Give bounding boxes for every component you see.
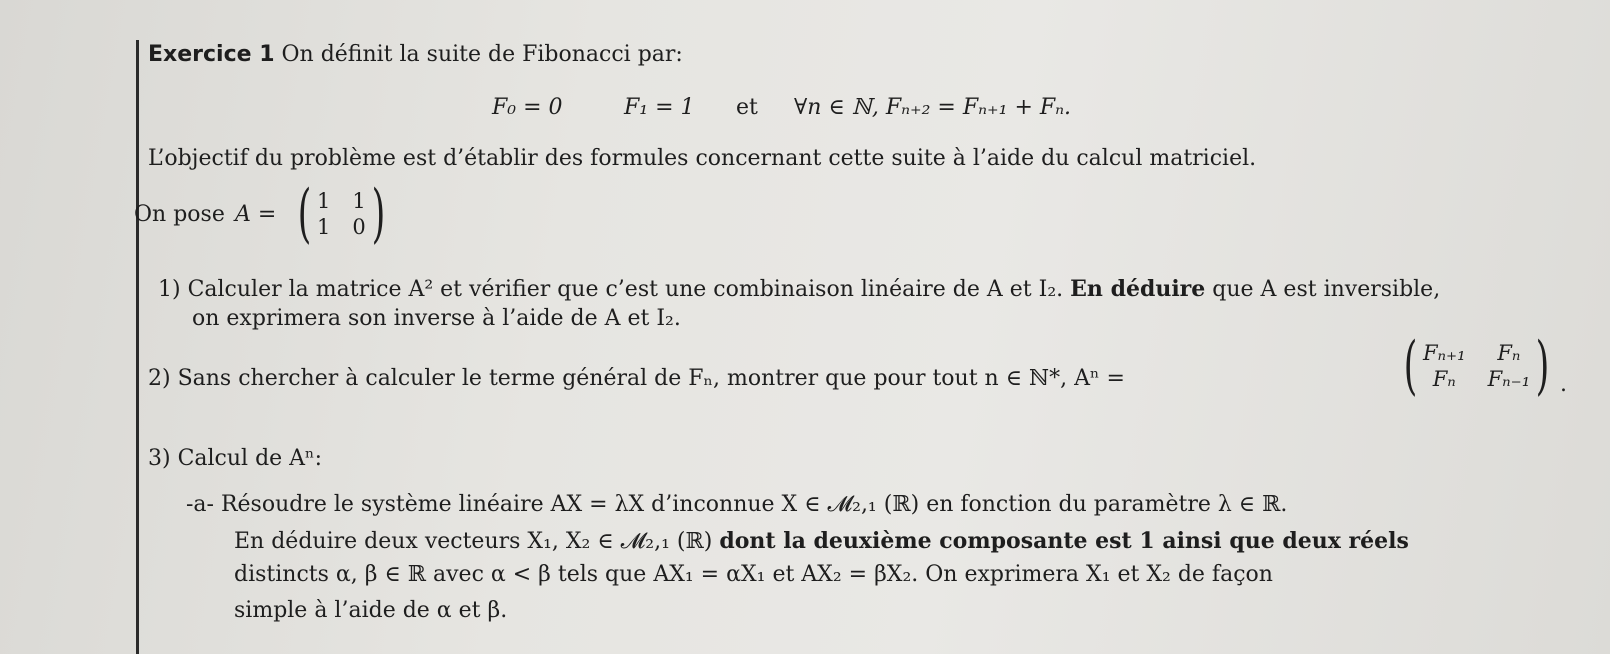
q1-line1-end: que A est inversible, [1212, 277, 1441, 302]
def-et: et [736, 95, 758, 120]
q1-line1-start: 1) Calculer la matrice A² et vérifier que c’est une combinaison linéaire de A et I₂. [158, 277, 1064, 302]
def-f0: F₀ = 0 [492, 95, 563, 120]
matrix-a [292, 177, 391, 251]
matrix-a-cell: 0 [352, 215, 366, 239]
right-paren: ) [371, 177, 386, 251]
q1-line1 [158, 276, 1440, 303]
pose-prefix: On pose [134, 202, 225, 227]
def-recurrence: ∀n ∈ ℕ, Fₙ₊₂ = Fₙ₊₁ + Fₙ. [794, 95, 1072, 120]
q3a-line2 [234, 528, 1409, 555]
pose-a: A = [235, 202, 277, 227]
matrix-an [1398, 329, 1555, 403]
left-paren: ( [1403, 329, 1418, 403]
matrix-a-cell: 1 [316, 215, 331, 239]
right-paren: ) [1535, 329, 1550, 403]
q3a-line3: distincts α, β ∈ ℝ avec α < β tels que AX₁ = αX₁ et AX₂ = βX₂. On exprimera X₁ et X₂ de façon [234, 562, 1273, 587]
matrix-an-cell: Fₙ [1432, 367, 1456, 391]
matrix-a-cell: 1 [352, 189, 366, 213]
def-f1: F₁ = 1 [624, 95, 695, 120]
q3a-line2-start: En déduire deux vecteurs X₁, X₂ ∈ 𝓜₂,₁ (ℝ) [234, 529, 713, 554]
q1-deduce-bold: En déduire [1070, 276, 1206, 302]
q3a-line1: -a- Résoudre le système linéaire AX = λX d’inconnue X ∈ 𝓜₂,₁ (ℝ) en fonction du paramètre λ ∈ ℝ. [186, 492, 1288, 517]
matrix-a-grid [317, 188, 366, 240]
exercise-intro: On définit la suite de Fibonacci par: [281, 42, 683, 67]
matrix-an-cell: Fₙ [1497, 341, 1521, 365]
left-paren: ( [297, 177, 312, 251]
q1-line2: on exprimera son inverse à l’aide de A et I₂. [192, 306, 681, 331]
matrix-an-cell: Fₙ₊₁ [1422, 341, 1466, 365]
q3-title: 3) Calcul de Aⁿ: [148, 446, 322, 471]
q3a-line4: simple à l’aide de α et β. [234, 598, 508, 623]
exercise-label: Exercice 1 [148, 42, 275, 67]
q2-end: . [1560, 372, 1567, 397]
matrix-an-cell: Fₙ₋₁ [1487, 367, 1531, 391]
margin-rule [136, 40, 139, 654]
matrix-a-cell: 1 [316, 189, 331, 213]
q2-text: 2) Sans chercher à calculer le terme général de Fₙ, montrer que pour tout n ∈ ℕ*, Aⁿ = [148, 366, 1125, 391]
matrix-an-grid [1423, 340, 1530, 392]
q3a-line2-bold: dont la deuxième composante est 1 ainsi que deux réels [719, 528, 1409, 554]
exercise-heading [148, 42, 683, 68]
objective-text: L’objectif du problème est d’établir des formules concernant cette suite à l’aide du calcul matriciel. [148, 146, 1257, 171]
